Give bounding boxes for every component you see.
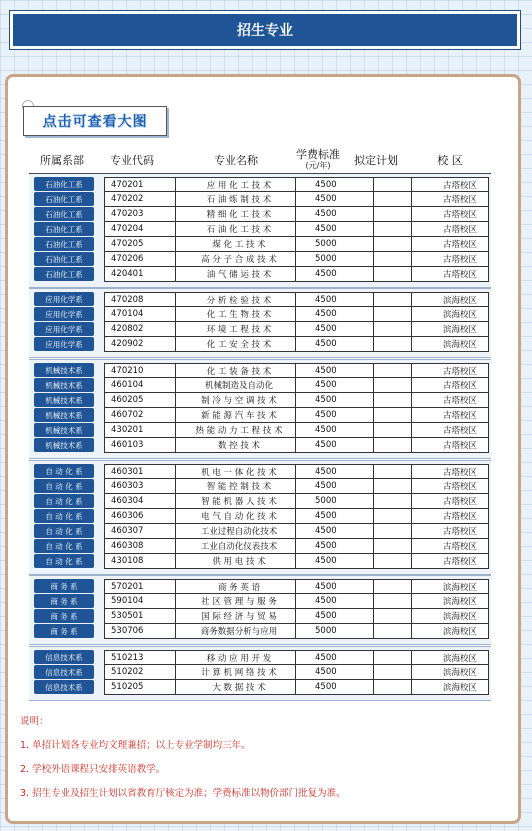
cell-divider (373, 438, 374, 452)
cell-fee: 4500 (315, 224, 337, 234)
dept-label: 机械技术系 (34, 393, 94, 407)
cell-divider (411, 178, 412, 191)
cell-campus: 古塔校区 (442, 210, 477, 220)
cell-divider (411, 322, 412, 336)
table-row[interactable] (104, 539, 489, 554)
col-header-campus: 校 区 (437, 154, 463, 167)
cell-fee: 4500 (315, 440, 337, 450)
cell-divider (373, 192, 374, 206)
cell-name: 制 冷 与 空 调 技 术 (201, 396, 277, 406)
cell-campus: 滨海校区 (442, 310, 477, 320)
table-row[interactable] (104, 177, 489, 192)
table-row[interactable] (104, 594, 489, 609)
dept-label: 石油化工系 (34, 267, 94, 281)
cell-divider (175, 624, 176, 638)
cell-name: 化 工 安 全 技 术 (206, 340, 272, 350)
cell-code: 470208 (111, 294, 144, 305)
dept-label: 商 务 系 (34, 624, 94, 638)
cell-name: 计 算 机 网 络 技 术 (201, 668, 277, 678)
cell-fee: 4500 (315, 581, 337, 592)
cell-divider (411, 580, 412, 593)
cell-campus: 古塔校区 (442, 527, 477, 537)
cell-divider (373, 479, 374, 493)
dept-label: 商 务 系 (34, 579, 94, 593)
cell-divider (411, 494, 412, 508)
cell-divider (411, 479, 412, 493)
cell-divider (411, 509, 412, 523)
cell-name: 油 气 储 运 技 术 (206, 270, 272, 280)
table-row[interactable] (104, 579, 489, 594)
cell-campus: 古塔校区 (442, 557, 477, 567)
cell-divider (411, 665, 412, 679)
cell-code: 470204 (111, 224, 144, 234)
cell-divider (175, 580, 176, 593)
dept-label: 自 动 化 系 (34, 464, 94, 478)
cell-fee: 4500 (315, 541, 337, 551)
cell-divider (411, 524, 412, 538)
cell-name: 环 境 工 程 技 术 (206, 325, 272, 335)
cell-code: 420401 (111, 269, 144, 279)
dept-label: 信息技术系 (34, 650, 94, 664)
cell-divider (373, 322, 374, 336)
cell-name: 化 工 生 物 技 术 (206, 310, 272, 320)
table-row[interactable] (104, 222, 489, 237)
cell-name: 机 电 一 体 化 技 术 (201, 467, 277, 478)
cell-fee: 4500 (315, 194, 337, 204)
cell-divider (373, 237, 374, 251)
cell-code: 460104 (111, 380, 144, 390)
cell-fee: 4500 (315, 466, 337, 477)
cell-fee: 4500 (315, 395, 337, 405)
cell-divider (175, 393, 176, 407)
page-header (9, 10, 521, 50)
cell-campus: 古塔校区 (442, 366, 477, 377)
cell-divider (411, 651, 412, 664)
cell-divider (175, 609, 176, 623)
cell-fee: 4500 (315, 556, 337, 566)
cell-divider (175, 465, 176, 478)
view-large-image-label: 点击可查看大图 (42, 114, 148, 130)
cell-divider (175, 237, 176, 251)
table-row[interactable] (104, 267, 489, 282)
col-header-plan: 拟定计划 (354, 154, 398, 167)
table-row[interactable] (104, 337, 489, 352)
cell-divider (411, 554, 412, 568)
cell-fee: 4500 (315, 511, 337, 521)
table-row[interactable] (104, 509, 489, 524)
cell-code: 460301 (111, 466, 144, 477)
cell-code: 470201 (111, 179, 144, 190)
table-row[interactable] (104, 554, 489, 569)
cell-name: 分 析 检 验 技 术 (206, 295, 272, 306)
cell-code: 420902 (111, 339, 144, 349)
cell-campus: 古塔校区 (442, 467, 477, 478)
cell-code: 460304 (111, 496, 144, 506)
header-title: 招生专业 (13, 14, 517, 46)
notes-title: 说明： (20, 716, 49, 727)
dept-label: 应用化学系 (34, 292, 94, 306)
cell-divider (175, 680, 176, 694)
cell-divider (411, 237, 412, 251)
cell-name: 煤 化 工 技 术 (212, 240, 266, 250)
cell-name: 高 分 子 合 成 技 术 (201, 255, 277, 265)
cell-campus: 滨海校区 (442, 627, 477, 637)
cell-code: 460306 (111, 511, 144, 521)
cell-fee: 4500 (315, 410, 337, 420)
dept-label: 商 务 系 (34, 609, 94, 623)
cell-divider (175, 207, 176, 221)
cell-code: 510213 (111, 652, 144, 663)
cell-code: 470206 (111, 254, 144, 264)
table-row[interactable] (104, 680, 489, 695)
table-row[interactable] (104, 609, 489, 624)
cell-campus: 古塔校区 (442, 270, 477, 280)
cell-campus: 滨海校区 (442, 582, 477, 593)
cell-code: 430201 (111, 425, 144, 435)
cell-divider (373, 207, 374, 221)
cell-divider (411, 222, 412, 236)
cell-code: 530706 (111, 626, 144, 636)
cell-code: 460103 (111, 440, 144, 450)
cell-code: 510205 (111, 682, 144, 692)
cell-campus: 滨海校区 (442, 340, 477, 350)
dept-label: 自 动 化 系 (34, 479, 94, 493)
cell-divider (411, 192, 412, 206)
cell-name: 国 际 经 济 与 贸 易 (201, 612, 277, 622)
cell-divider (411, 609, 412, 623)
cell-campus: 滨海校区 (442, 668, 477, 678)
cell-campus: 古塔校区 (442, 497, 477, 507)
cell-code: 420802 (111, 324, 144, 334)
cell-fee: 4500 (315, 611, 337, 621)
dept-label: 石油化工系 (34, 237, 94, 251)
cell-fee: 4500 (315, 339, 337, 349)
note-item-3: 3. 招生专业及招生计划以省教育厅核定为准；学费标准以物价部门批复为准。 (20, 788, 346, 799)
cell-campus: 古塔校区 (442, 542, 477, 552)
cell-campus: 滨海校区 (442, 597, 477, 607)
cell-code: 460205 (111, 395, 144, 405)
cell-divider (373, 665, 374, 679)
cell-divider (411, 408, 412, 422)
dept-label: 信息技术系 (34, 665, 94, 679)
cell-divider (175, 438, 176, 452)
cell-code: 430108 (111, 556, 144, 566)
dept-label: 机械技术系 (34, 438, 94, 452)
cell-divider (411, 267, 412, 281)
cell-divider (411, 293, 412, 306)
cell-campus: 滨海校区 (442, 325, 477, 335)
cell-campus: 古塔校区 (442, 512, 477, 522)
cell-campus: 滨海校区 (442, 653, 477, 664)
note-item-2: 2. 学校外语课程只安排英语教学。 (20, 764, 166, 775)
cell-divider (411, 624, 412, 638)
cell-name: 石 油 炼 制 技 术 (206, 195, 272, 205)
cell-campus: 古塔校区 (442, 240, 477, 250)
cell-divider (175, 252, 176, 266)
cell-name: 商务数据分析与应用 (200, 627, 278, 637)
table-row[interactable] (104, 252, 489, 267)
cell-divider (175, 307, 176, 321)
table-row[interactable] (104, 237, 489, 252)
table-row[interactable] (104, 438, 489, 453)
cell-divider (373, 580, 374, 593)
dept-label: 自 动 化 系 (34, 494, 94, 508)
dept-label: 自 动 化 系 (34, 509, 94, 523)
cell-divider (411, 307, 412, 321)
cell-fee: 4500 (315, 667, 337, 677)
cell-campus: 滨海校区 (442, 295, 477, 306)
cell-fee: 5000 (315, 496, 337, 506)
cell-code: 590104 (111, 596, 144, 606)
col-header-name: 专业名称 (214, 154, 258, 167)
cell-campus: 古塔校区 (442, 180, 477, 191)
cell-fee: 4500 (315, 682, 337, 692)
cell-divider (373, 509, 374, 523)
dept-label: 商 务 系 (34, 594, 94, 608)
dept-label: 信息技术系 (34, 680, 94, 694)
table-row[interactable] (104, 423, 489, 438)
majors-table[interactable] (26, 144, 496, 692)
cell-divider (175, 322, 176, 336)
cell-divider (175, 364, 176, 377)
cell-divider (373, 408, 374, 422)
table-row[interactable] (104, 393, 489, 408)
cell-name: 商 务 英 语 (217, 582, 261, 593)
cell-code: 470205 (111, 239, 144, 249)
cell-divider (411, 539, 412, 553)
cell-divider (373, 222, 374, 236)
table-row[interactable] (104, 363, 489, 378)
cell-divider (175, 479, 176, 493)
dept-label: 自 动 化 系 (34, 554, 94, 568)
table-row[interactable] (104, 665, 489, 680)
dept-label: 机械技术系 (34, 378, 94, 392)
cell-divider (175, 665, 176, 679)
col-header-fee-unit: (元/年) (305, 161, 331, 170)
cell-name: 石 油 化 工 技 术 (206, 225, 272, 235)
cell-divider (175, 651, 176, 664)
cell-name: 工业过程自动化技术 (200, 527, 278, 537)
dept-label: 石油化工系 (34, 207, 94, 221)
cell-divider (373, 364, 374, 377)
cell-campus: 古塔校区 (442, 381, 477, 391)
cell-divider (411, 207, 412, 221)
cell-code: 470104 (111, 309, 144, 319)
cell-divider (411, 423, 412, 437)
cell-campus: 古塔校区 (442, 255, 477, 265)
cell-name: 智 能 机 器 人 技 术 (201, 497, 277, 507)
table-row[interactable] (104, 292, 489, 307)
cell-divider (175, 539, 176, 553)
cell-fee: 4500 (315, 294, 337, 305)
table-row[interactable] (104, 408, 489, 423)
cell-fee: 4500 (315, 481, 337, 491)
note-item-1: 1. 单招计划各专业均文理兼招；以上专业学制均三年。 (20, 740, 251, 751)
cell-campus: 滨海校区 (442, 683, 477, 693)
cell-divider (175, 337, 176, 351)
cell-code: 570201 (111, 581, 144, 592)
cell-code: 530501 (111, 611, 144, 621)
cell-divider (175, 267, 176, 281)
cell-fee: 5000 (315, 626, 337, 636)
cell-fee: 4500 (315, 652, 337, 663)
dept-label: 自 动 化 系 (34, 539, 94, 553)
table-row[interactable] (104, 624, 489, 639)
cell-divider (411, 594, 412, 608)
dept-label: 石油化工系 (34, 192, 94, 206)
dept-label: 石油化工系 (34, 222, 94, 236)
dept-label: 机械技术系 (34, 363, 94, 377)
dept-label: 机械技术系 (34, 423, 94, 437)
cell-campus: 古塔校区 (442, 411, 477, 421)
cell-campus: 古塔校区 (442, 426, 477, 436)
cell-divider (411, 252, 412, 266)
dept-label: 应用化学系 (34, 307, 94, 321)
cell-fee: 4500 (315, 269, 337, 279)
cell-name: 智 能 控 制 技 术 (206, 482, 272, 492)
cell-name: 工业自动化仪表技术 (200, 542, 278, 552)
cell-divider (175, 423, 176, 437)
cell-fee: 4500 (315, 596, 337, 606)
cell-name: 大 数 据 技 术 (212, 683, 266, 693)
cell-divider (175, 378, 176, 392)
dept-label: 机械技术系 (34, 408, 94, 422)
cell-name: 电 气 自 动 化 技 术 (201, 512, 277, 522)
view-large-image-button[interactable] (23, 106, 167, 136)
cell-fee: 5000 (315, 239, 337, 249)
table-row[interactable] (104, 464, 489, 479)
cell-divider (373, 178, 374, 191)
cell-divider (411, 393, 412, 407)
cell-divider (175, 408, 176, 422)
cell-code: 460307 (111, 526, 144, 536)
cell-divider (411, 378, 412, 392)
cell-divider (175, 192, 176, 206)
table-row[interactable] (104, 494, 489, 509)
cell-fee: 4500 (315, 526, 337, 536)
cell-divider (175, 222, 176, 236)
cell-divider (175, 178, 176, 191)
cell-fee: 5000 (315, 254, 337, 264)
cell-divider (411, 337, 412, 351)
cell-divider (373, 554, 374, 568)
cell-divider (373, 337, 374, 351)
cell-name: 社 区 管 理 与 服 务 (201, 597, 277, 607)
table-row[interactable] (104, 524, 489, 539)
cell-divider (373, 624, 374, 638)
cell-code: 510202 (111, 667, 144, 677)
dept-label: 石油化工系 (34, 177, 94, 191)
cell-divider (411, 438, 412, 452)
cell-divider (373, 307, 374, 321)
cell-divider (373, 423, 374, 437)
cell-name: 机械制造及自动化 (204, 381, 273, 391)
cell-fee: 4500 (315, 309, 337, 319)
cell-name: 移 动 应 用 开 发 (206, 653, 272, 664)
cell-divider (373, 465, 374, 478)
cell-name: 热 能 动 力 工 程 技 术 (195, 426, 283, 436)
table-row[interactable] (104, 307, 489, 322)
cell-fee: 4500 (315, 179, 337, 190)
dept-label: 应用化学系 (34, 337, 94, 351)
cell-campus: 古塔校区 (442, 441, 477, 451)
cell-divider (373, 252, 374, 266)
cell-divider (175, 594, 176, 608)
cell-fee: 4500 (315, 209, 337, 219)
cell-name: 应 用 化 工 技 术 (206, 180, 272, 191)
cell-name: 化 工 装 备 技 术 (206, 366, 272, 377)
cell-code: 470202 (111, 194, 144, 204)
col-header-code: 专业代码 (110, 154, 154, 167)
cell-divider (373, 524, 374, 538)
dept-label: 石油化工系 (34, 252, 94, 266)
cell-campus: 古塔校区 (442, 225, 477, 235)
cell-campus: 古塔校区 (442, 195, 477, 205)
table-row[interactable] (104, 650, 489, 665)
cell-divider (175, 554, 176, 568)
cell-divider (373, 609, 374, 623)
cell-name: 供 用 电 技 术 (212, 557, 266, 567)
cell-name: 数 控 技 术 (217, 441, 261, 451)
cell-divider (175, 524, 176, 538)
cell-divider (373, 378, 374, 392)
cell-divider (175, 494, 176, 508)
cell-divider (373, 651, 374, 664)
cell-divider (373, 267, 374, 281)
cell-name: 精 细 化 工 技 术 (206, 210, 272, 220)
cell-divider (411, 465, 412, 478)
cell-divider (373, 539, 374, 553)
dept-label: 应用化学系 (34, 322, 94, 336)
cell-divider (175, 509, 176, 523)
cell-fee: 4500 (315, 365, 337, 376)
cell-divider (175, 293, 176, 306)
table-row[interactable] (104, 207, 489, 222)
cell-divider (373, 594, 374, 608)
cell-divider (373, 494, 374, 508)
cell-campus: 滨海校区 (442, 612, 477, 622)
table-row[interactable] (104, 192, 489, 207)
cell-code: 460702 (111, 410, 144, 420)
cell-divider (373, 393, 374, 407)
cell-code: 470210 (111, 365, 144, 376)
cell-code: 460308 (111, 541, 144, 551)
col-header-dept: 所属系部 (40, 154, 84, 167)
cell-campus: 古塔校区 (442, 482, 477, 492)
cell-divider (373, 680, 374, 694)
col-header-fee: 学费标准 (296, 148, 340, 161)
cell-fee: 4500 (315, 425, 337, 435)
cell-fee: 4500 (315, 324, 337, 334)
dept-label: 自 动 化 系 (34, 524, 94, 538)
cell-divider (411, 680, 412, 694)
cell-campus: 古塔校区 (442, 396, 477, 406)
cell-code: 460303 (111, 481, 144, 491)
cell-divider (373, 293, 374, 306)
cell-fee: 4500 (315, 380, 337, 390)
cell-divider (411, 364, 412, 377)
table-row[interactable] (104, 378, 489, 393)
table-row[interactable] (104, 479, 489, 494)
cell-name: 新 能 源 汽 车 技 术 (201, 411, 277, 421)
cell-code: 470203 (111, 209, 144, 219)
table-row[interactable] (104, 322, 489, 337)
